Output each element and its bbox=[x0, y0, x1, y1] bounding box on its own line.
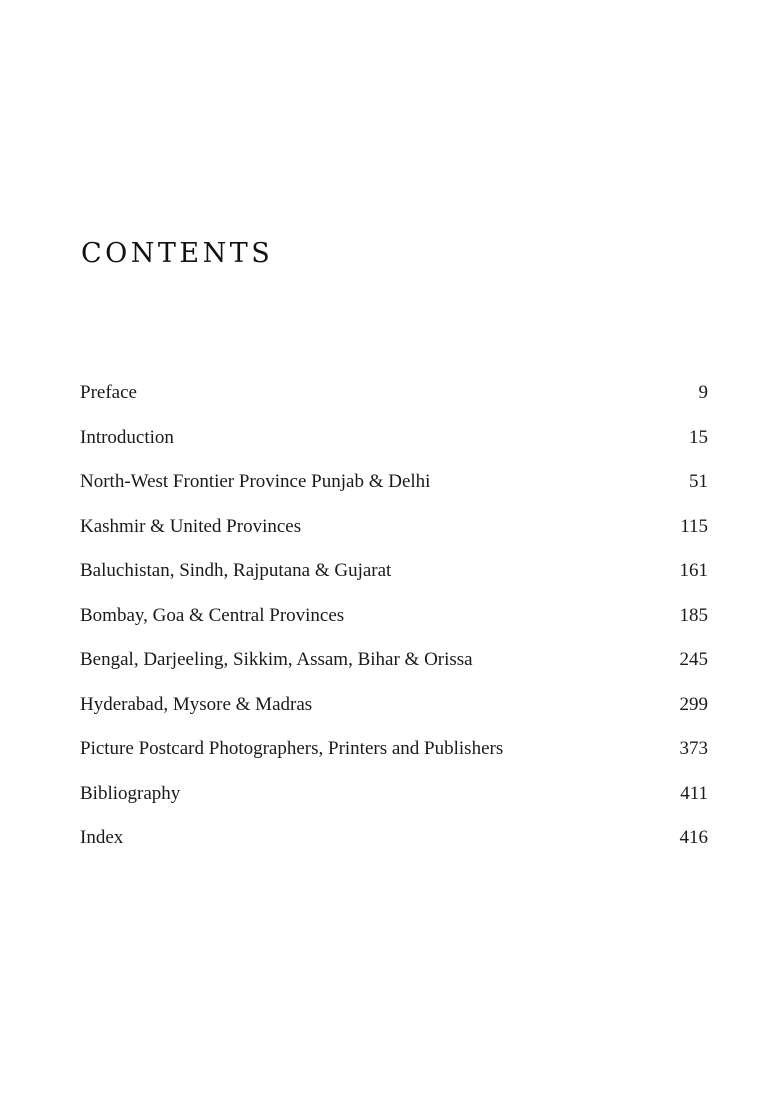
toc-entry-page: 51 bbox=[689, 471, 708, 492]
toc-entry-page: 373 bbox=[679, 738, 708, 759]
toc-entry-title: Index bbox=[80, 827, 124, 848]
toc-entry bbox=[80, 553, 708, 598]
toc-entry-page: 115 bbox=[680, 515, 708, 537]
toc-entry-title: Kashmir & United Provinces bbox=[80, 515, 302, 537]
toc-entry-page: 299 bbox=[679, 693, 708, 715]
toc-entry-page: 416 bbox=[679, 827, 708, 848]
toc-entry bbox=[80, 375, 708, 420]
toc-entry-title: Baluchistan, Sindh, Rajputana & Gujarat bbox=[80, 560, 392, 581]
toc-entry bbox=[80, 598, 708, 643]
toc-entry-title: Picture Postcard Photographers, Printers and Publishers bbox=[80, 738, 504, 759]
toc-entry bbox=[80, 776, 708, 821]
contents-heading: CONTENTS bbox=[81, 238, 274, 269]
toc-entry bbox=[80, 820, 708, 865]
toc-entry-title: Hyderabad, Mysore & Madras bbox=[80, 693, 313, 715]
toc-entry-page: 161 bbox=[679, 560, 708, 581]
toc-entry-page: 185 bbox=[679, 604, 708, 626]
toc-entry-page: 411 bbox=[680, 782, 708, 804]
toc-entry-title: Introduction bbox=[80, 426, 174, 448]
toc-entry-title: Bombay, Goa & Central Provinces bbox=[80, 604, 345, 626]
toc-entry-title: Bengal, Darjeeling, Sikkim, Assam, Bihar & Orissa bbox=[80, 649, 473, 670]
toc-entry-page: 15 bbox=[689, 426, 708, 448]
toc-entry-title: Bibliography bbox=[80, 782, 181, 804]
toc-entry bbox=[80, 464, 708, 509]
toc-entry bbox=[80, 509, 708, 554]
table-of-contents bbox=[80, 375, 708, 865]
toc-entry-page: 245 bbox=[679, 649, 708, 670]
toc-entry bbox=[80, 420, 708, 465]
toc-entry bbox=[80, 687, 708, 732]
toc-entry bbox=[80, 731, 708, 776]
toc-entry-title: Preface bbox=[80, 382, 137, 403]
toc-entry-page: 9 bbox=[698, 382, 708, 403]
toc-entry-title: North-West Frontier Province Punjab & Delhi bbox=[80, 471, 431, 492]
toc-entry bbox=[80, 642, 708, 687]
